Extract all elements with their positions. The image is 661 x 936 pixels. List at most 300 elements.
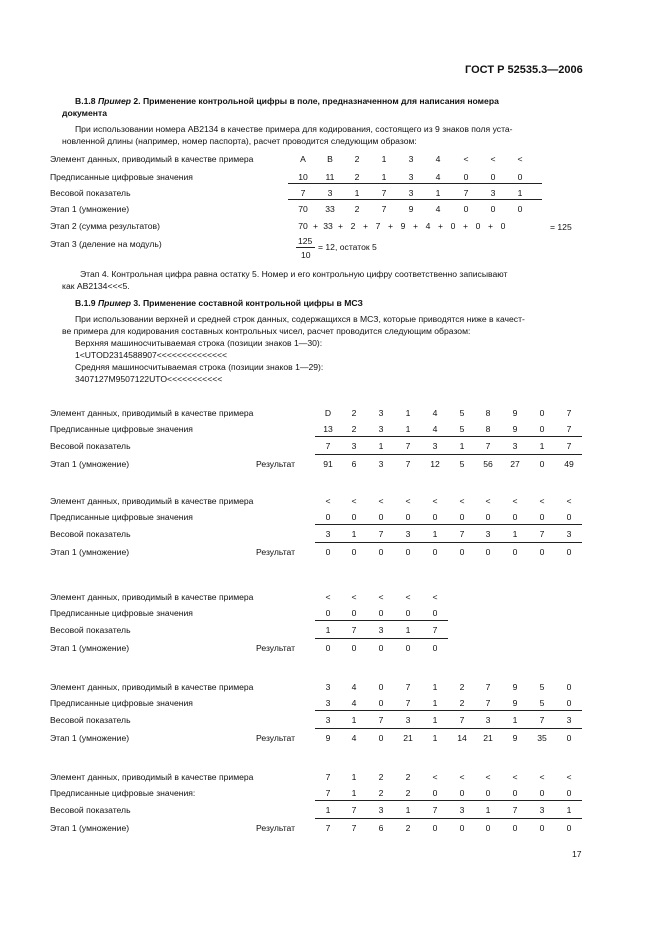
row-label: Весовой показатель — [50, 529, 131, 539]
table-cell: 7 — [463, 188, 469, 198]
table-cell: 3 — [351, 441, 357, 451]
table-cell: 1 — [325, 625, 331, 635]
row-label: Этап 1 (умножение) — [50, 459, 130, 469]
table-cell: 0 — [566, 698, 572, 708]
table-cell: 0 — [351, 608, 357, 618]
table-cell: 1 — [432, 698, 438, 708]
row-label: Весовой показатель — [50, 625, 131, 635]
table-cell: 0 — [378, 547, 384, 557]
plus-sign: + — [387, 221, 394, 231]
table-cell: 2 — [354, 172, 360, 182]
table-cell: 1 — [405, 625, 411, 635]
fraction-result: = 12, остаток 5 — [318, 242, 377, 252]
table-cell: 0 — [405, 643, 411, 653]
table-rule — [315, 524, 582, 525]
table-cell: 0 — [463, 204, 469, 214]
table-cell: 1 — [512, 715, 518, 725]
table-cell: 7 — [405, 698, 411, 708]
table-cell: 0 — [351, 643, 357, 653]
table-cell: 2 — [459, 682, 465, 692]
section-1-9-title — [75, 298, 363, 308]
sum-term: 0 — [450, 221, 456, 231]
table-cell: 0 — [378, 643, 384, 653]
table-cell: 0 — [405, 512, 411, 522]
table-cell: 3 — [325, 715, 331, 725]
table-cell: 7 — [539, 529, 545, 539]
table-cell: 13 — [323, 424, 333, 434]
section-1-8-title — [75, 96, 499, 106]
table-cell: 0 — [539, 459, 545, 469]
table-cell: 6 — [378, 823, 384, 833]
table-cell: 0 — [432, 788, 438, 798]
table-rule — [315, 620, 448, 621]
row-label: Элемент данных, приводимый в качестве примера — [50, 592, 254, 602]
table-cell: 9 — [512, 408, 518, 418]
table-cell: < — [459, 496, 465, 506]
table-cell: 0 — [512, 547, 518, 557]
table-cell: 5 — [459, 408, 465, 418]
page-number: 17 — [572, 849, 582, 859]
table-cell: 0 — [490, 172, 496, 182]
table-cell: A — [300, 154, 306, 164]
row-label: Предписанные цифровые значения — [50, 698, 193, 708]
plus-sign: + — [462, 221, 469, 231]
table-cell: 0 — [485, 512, 491, 522]
table-cell: 12 — [430, 459, 440, 469]
table-cell: 1 — [354, 188, 360, 198]
table-cell: 0 — [485, 823, 491, 833]
table-cell: 4 — [432, 408, 438, 418]
table-cell: 0 — [378, 608, 384, 618]
table-cell: 0 — [485, 547, 491, 557]
sum-term: 33 — [323, 221, 333, 231]
table-cell: 3 — [325, 698, 331, 708]
table-rule — [315, 436, 582, 437]
table-cell: 0 — [405, 608, 411, 618]
table-cell: 0 — [539, 408, 545, 418]
table-cell: 7 — [432, 625, 438, 635]
table-rule — [315, 710, 582, 711]
table-cell: 0 — [485, 788, 491, 798]
table-cell: 1 — [405, 424, 411, 434]
table-cell: 2 — [378, 788, 384, 798]
table-cell: 1 — [351, 529, 357, 539]
table-cell: 5 — [459, 459, 465, 469]
row-label: Весовой показатель — [50, 715, 131, 725]
table-rule — [288, 199, 542, 200]
table-cell: 8 — [485, 408, 491, 418]
table-cell: 3 — [327, 188, 333, 198]
table-cell: 7 — [351, 625, 357, 635]
table-rule — [315, 800, 582, 801]
table-rule — [315, 542, 582, 543]
table-cell: 7 — [351, 823, 357, 833]
result-label: Результат — [256, 733, 296, 743]
mrz-line-upper: 1<UTOD2314588907<<<<<<<<<<<<<< — [75, 350, 228, 360]
row-label: Этап 1 (умножение) — [50, 204, 130, 214]
table-cell: 7 — [566, 424, 572, 434]
row-label: Предписанные цифровые значения — [50, 512, 193, 522]
paragraph-line: Верхняя машиносчитываемая строка (позиции знаков 1—30): — [75, 338, 323, 348]
paragraph-line: как АВ2134<<<5. — [62, 281, 130, 291]
table-cell: 4 — [435, 154, 441, 164]
table-cell: 0 — [463, 172, 469, 182]
table-cell: 1 — [381, 154, 387, 164]
table-cell: 0 — [432, 547, 438, 557]
table-cell: 2 — [405, 788, 411, 798]
mrz-line-middle: 3407127М9507122UTO<<<<<<<<<<< — [75, 374, 223, 384]
table-cell: 7 — [351, 805, 357, 815]
table-cell: 0 — [517, 172, 523, 182]
table-cell: 2 — [354, 204, 360, 214]
table-cell: 0 — [566, 823, 572, 833]
table-cell: 3 — [378, 625, 384, 635]
table-cell: 4 — [435, 204, 441, 214]
table-cell: 0 — [325, 643, 331, 653]
table-cell: 4 — [351, 733, 357, 743]
table-cell: 1 — [435, 188, 441, 198]
table-cell: 0 — [459, 547, 465, 557]
table-cell: 1 — [351, 772, 357, 782]
table-cell: 2 — [405, 823, 411, 833]
plus-sign: + — [412, 221, 419, 231]
table-cell: 7 — [539, 715, 545, 725]
table-cell: 21 — [403, 733, 413, 743]
table-cell: 2 — [354, 154, 360, 164]
table-cell: 49 — [564, 459, 574, 469]
table-cell: 1 — [351, 715, 357, 725]
table-cell: 7 — [378, 715, 384, 725]
sum-term: 0 — [500, 221, 506, 231]
table-cell: 7 — [325, 788, 331, 798]
table-cell: < — [378, 592, 384, 602]
table-cell: 1 — [325, 805, 331, 815]
paragraph-line: Этап 4. Контрольная цифра равна остатку 5. Номер и его контрольную цифру соответственно записывают — [80, 269, 508, 279]
document-header: ГОСТ Р 52535.3—2006 — [465, 64, 583, 76]
row-label: Элемент данных, приводимый в качестве примера — [50, 682, 254, 692]
table-cell: 0 — [432, 512, 438, 522]
table-cell: < — [490, 154, 496, 164]
table-cell: < — [539, 496, 545, 506]
table-cell: 4 — [432, 424, 438, 434]
row-label: Весовой показатель — [50, 805, 131, 815]
table-cell: 91 — [323, 459, 333, 469]
sum-term: 2 — [350, 221, 356, 231]
table-cell: 7 — [325, 823, 331, 833]
table-cell: 7 — [432, 805, 438, 815]
table-cell: 1 — [405, 408, 411, 418]
table-cell: 0 — [432, 608, 438, 618]
table-cell: 0 — [512, 823, 518, 833]
row-label: Предписанные цифровые значения — [50, 424, 193, 434]
table-cell: B — [327, 154, 333, 164]
table-cell: 6 — [351, 459, 357, 469]
table-cell: 0 — [566, 788, 572, 798]
table-cell: 3 — [378, 424, 384, 434]
paragraph-line: При использовании верхней и средней строк данных, содержащихся в МСЗ, которые приводятся ниже в качест- — [75, 314, 525, 324]
table-cell: 1 — [381, 172, 387, 182]
table-cell: 0 — [566, 547, 572, 557]
table-cell: 11 — [325, 172, 335, 182]
table-cell: 3 — [378, 459, 384, 469]
table-cell: 0 — [512, 512, 518, 522]
table-cell: 0 — [539, 823, 545, 833]
table-cell: 0 — [539, 788, 545, 798]
table-cell: 5 — [539, 682, 545, 692]
row-label: Весовой показатель — [50, 188, 131, 198]
plus-sign: + — [362, 221, 369, 231]
table-cell: 1 — [517, 188, 523, 198]
table-cell: < — [512, 772, 518, 782]
table-cell: 9 — [408, 204, 414, 214]
table-cell: 7 — [300, 188, 306, 198]
table-cell: 9 — [512, 424, 518, 434]
table-cell: 7 — [459, 529, 465, 539]
table-cell: 3 — [566, 715, 572, 725]
table-cell: 5 — [459, 424, 465, 434]
table-cell: D — [324, 408, 332, 418]
table-cell: 0 — [566, 733, 572, 743]
table-cell: 2 — [378, 772, 384, 782]
table-cell: 0 — [539, 424, 545, 434]
table-cell: 7 — [405, 441, 411, 451]
paragraph-line: При использовании номера АВ2134 в качестве примера для кодирования, состоящего из 9 знаков поля уста- — [75, 124, 513, 134]
table-cell: 1 — [512, 529, 518, 539]
table-cell: 0 — [351, 512, 357, 522]
table-cell: < — [405, 496, 411, 506]
table-cell: 3 — [405, 715, 411, 725]
table-cell: 9 — [512, 682, 518, 692]
table-rule — [315, 728, 582, 729]
table-cell: 3 — [405, 529, 411, 539]
table-cell: 0 — [378, 512, 384, 522]
table-cell: 1 — [405, 805, 411, 815]
table-cell: 33 — [325, 204, 335, 214]
table-cell: 0 — [405, 547, 411, 557]
table-cell: 3 — [378, 408, 384, 418]
table-cell: < — [485, 496, 491, 506]
table-cell: 1 — [378, 441, 384, 451]
table-cell: 3 — [432, 441, 438, 451]
table-cell: 1 — [459, 441, 465, 451]
table-cell: 1 — [432, 682, 438, 692]
table-cell: 1 — [485, 805, 491, 815]
sum-term: 0 — [475, 221, 481, 231]
table-cell: 0 — [325, 547, 331, 557]
paragraph-line: новленной длины (например, номер паспорта), расчет проводится следующим образом: — [62, 136, 417, 146]
example-word: Пример — [97, 298, 132, 308]
table-cell: 1 — [566, 805, 572, 815]
table-cell: < — [512, 496, 518, 506]
sum-term: 4 — [425, 221, 431, 231]
row-label: Этап 1 (умножение) — [50, 547, 130, 557]
table-cell: 7 — [512, 805, 518, 815]
table-cell: 35 — [537, 733, 547, 743]
table-cell: 3 — [459, 805, 465, 815]
table-cell: 9 — [325, 733, 331, 743]
table-cell: 7 — [405, 459, 411, 469]
table-cell: < — [463, 154, 469, 164]
table-cell: 1 — [432, 715, 438, 725]
table-cell: 21 — [483, 733, 493, 743]
table-cell: 1 — [432, 529, 438, 539]
table-cell: 0 — [432, 823, 438, 833]
section-number: B.1.8 — [75, 96, 96, 106]
table-cell: 2 — [459, 698, 465, 708]
fraction-numerator: 125 — [298, 236, 313, 246]
table-cell: 7 — [405, 682, 411, 692]
table-cell: 7 — [381, 188, 387, 198]
table-cell: < — [351, 496, 357, 506]
table-cell: 3 — [325, 682, 331, 692]
row-label: Предписанные цифровые значения — [50, 608, 193, 618]
paragraph-line: ве примера для кодирования составных контрольных чисел, расчет проводится следующим образом: — [62, 326, 471, 336]
table-cell: 0 — [566, 682, 572, 692]
table-cell: < — [566, 772, 572, 782]
sum-term: 7 — [375, 221, 381, 231]
table-cell: < — [432, 496, 438, 506]
table-cell: 0 — [325, 512, 331, 522]
table-cell: 3 — [408, 188, 414, 198]
table-cell: 9 — [512, 733, 518, 743]
example-word: Пример — [97, 96, 132, 106]
table-cell: 0 — [539, 547, 545, 557]
row-label: Этап 1 (умножение) — [50, 643, 130, 653]
table-rule — [315, 818, 582, 819]
table-cell: 1 — [351, 788, 357, 798]
table-cell: 7 — [381, 204, 387, 214]
row-label: Предписанные цифровые значения — [50, 172, 193, 182]
table-cell: 7 — [485, 441, 491, 451]
table-cell: 3 — [539, 805, 545, 815]
row-label: Этап 3 (деление на модуль) — [50, 239, 162, 249]
table-cell: 70 — [298, 204, 308, 214]
table-cell: 3 — [378, 805, 384, 815]
table-cell: 7 — [566, 441, 572, 451]
table-cell: < — [459, 772, 465, 782]
table-cell: 3 — [408, 154, 414, 164]
table-cell: < — [351, 592, 357, 602]
table-cell: < — [485, 772, 491, 782]
table-cell: 4 — [351, 682, 357, 692]
section-title-line2: документа — [62, 108, 107, 118]
row-label: Элемент данных, приводимый в качестве примера — [50, 772, 254, 782]
table-cell: 0 — [490, 204, 496, 214]
table-cell: 3 — [325, 529, 331, 539]
table-cell: 2 — [351, 424, 357, 434]
row-label: Элемент данных, приводимый в качестве примера — [50, 408, 254, 418]
table-cell: 0 — [512, 788, 518, 798]
plus-sign: + — [312, 221, 319, 231]
table-cell: 4 — [435, 172, 441, 182]
row-label: Этап 2 (сумма результатов) — [50, 221, 160, 231]
row-label: Элемент данных, приводимый в качестве примера — [50, 154, 254, 164]
table-cell: 7 — [485, 698, 491, 708]
plus-sign: + — [337, 221, 344, 231]
result-label: Результат — [256, 823, 296, 833]
table-cell: 10 — [298, 172, 308, 182]
table-cell: < — [539, 772, 545, 782]
table-cell: 2 — [351, 408, 357, 418]
table-cell: 3 — [490, 188, 496, 198]
sum-result: = 125 — [550, 222, 572, 232]
section-title-line1: 2. Применение контрольной цифры в поле, предназначенном для написания номера — [133, 96, 499, 106]
row-label: Элемент данных, приводимый в качестве примера — [50, 496, 254, 506]
table-cell: 0 — [351, 547, 357, 557]
table-cell: 0 — [378, 682, 384, 692]
table-cell: 0 — [432, 643, 438, 653]
table-cell: 7 — [325, 441, 331, 451]
table-cell: 0 — [566, 512, 572, 522]
fraction-denominator: 10 — [301, 250, 311, 260]
table-cell: < — [325, 496, 331, 506]
table-cell: < — [432, 592, 438, 602]
section-title: 3. Применение составной контрольной цифры в МСЗ — [133, 298, 363, 308]
table-cell: 0 — [517, 204, 523, 214]
table-cell: 9 — [512, 698, 518, 708]
table-rule — [288, 183, 542, 184]
result-label: Результат — [256, 459, 296, 469]
table-cell: 14 — [457, 733, 467, 743]
row-label: Предписанные цифровые значения: — [50, 788, 196, 798]
table-cell: < — [325, 592, 331, 602]
sum-term: 70 — [298, 221, 308, 231]
table-cell: 0 — [459, 788, 465, 798]
plus-sign: + — [487, 221, 494, 231]
section-number: В.1.9 — [75, 298, 96, 308]
table-cell: 7 — [459, 715, 465, 725]
table-cell: 0 — [459, 512, 465, 522]
table-cell: 3 — [485, 529, 491, 539]
paragraph-line: Средняя машиносчитываемая строка (позиции знаков 1—29): — [75, 362, 324, 372]
table-cell: < — [517, 154, 523, 164]
table-cell: 1 — [539, 441, 545, 451]
table-cell: 8 — [485, 424, 491, 434]
table-cell: < — [566, 496, 572, 506]
sum-term: 9 — [400, 221, 406, 231]
row-label: Весовой показатель — [50, 441, 131, 451]
table-cell: 0 — [539, 512, 545, 522]
table-cell: 1 — [432, 733, 438, 743]
table-cell: 7 — [566, 408, 572, 418]
table-cell: 7 — [378, 529, 384, 539]
table-cell: 0 — [459, 823, 465, 833]
table-cell: < — [405, 592, 411, 602]
row-label: Этап 1 (умножение) — [50, 733, 130, 743]
table-cell: 7 — [325, 772, 331, 782]
table-cell: 56 — [483, 459, 493, 469]
table-cell: 3 — [408, 172, 414, 182]
table-cell: 4 — [351, 698, 357, 708]
result-label: Результат — [256, 643, 296, 653]
table-cell: 0 — [378, 698, 384, 708]
table-rule — [315, 638, 448, 639]
table-cell: 0 — [378, 733, 384, 743]
table-cell: 7 — [485, 682, 491, 692]
table-cell: 3 — [566, 529, 572, 539]
table-cell: 27 — [510, 459, 520, 469]
table-cell: 0 — [325, 608, 331, 618]
fraction-bar — [296, 247, 315, 248]
result-label: Результат — [256, 547, 296, 557]
table-cell: < — [378, 496, 384, 506]
table-cell: 5 — [539, 698, 545, 708]
table-cell: 2 — [405, 772, 411, 782]
table-cell: < — [432, 772, 438, 782]
row-label: Этап 1 (умножение) — [50, 823, 130, 833]
table-cell: 3 — [512, 441, 518, 451]
plus-sign: + — [437, 221, 444, 231]
